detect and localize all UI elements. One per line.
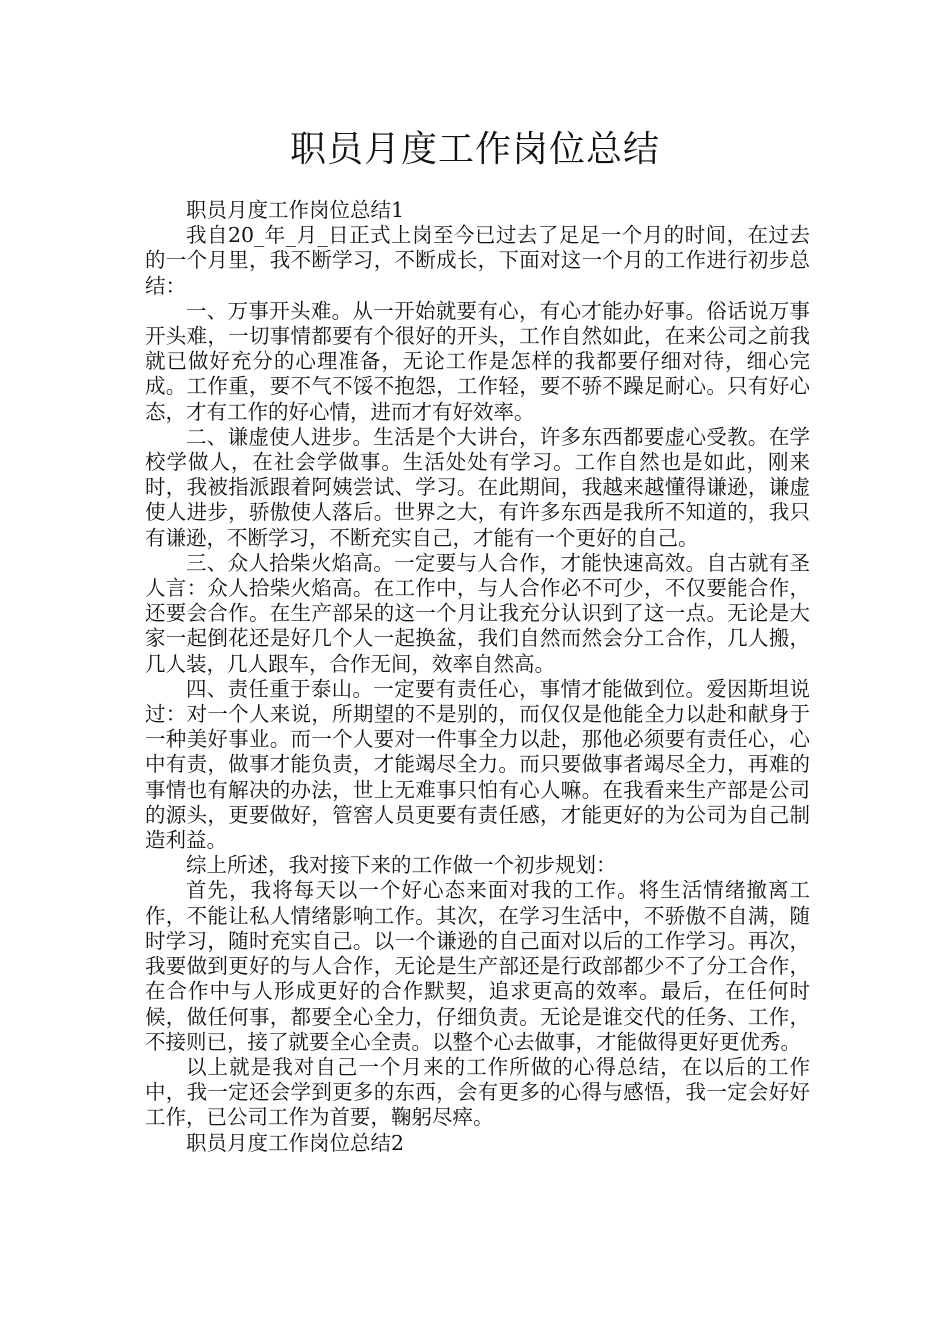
point-two-paragraph: 二、谦虚使人进步。生活是个大讲台，许多东西都要虚心受教。在学校学做人，在社会学做事。生活处处有学习。工作自然也是如此，刚来时，我被指派跟着阿姨尝试、学习。在此期间，我越来越懂得谦逊，谦虚使人进步，骄傲使人落后。世界之大，有许多东西是我所不知道的，我只有谦逊，不断学习，不断充实自己，才能有一个更好的自己。 [145,424,810,550]
section-heading-2: 职员月度工作岗位总结2 [186,1130,405,1155]
summary-lead-paragraph: 综上所述，我对接下来的工作做一个初步规划： [186,853,617,878]
point-four-paragraph: 四、责任重于泰山。一定要有责任心，事情才能做到位。爱因斯坦说过：对一个人来说，所期望的不是别的，而仅仅是他能全力以赴和献身于一种美好事业。而一个人要对一件事全力以赴，那他必须要有责任心，心中有责，做事才能负责，才能竭尽全力。而只要做事者竭尽全力，再难的事情也有解决的办法，世上无难事只怕有心人嘛。在我看来生产部是公司的源头，更要做好，管窖人员更要有责任感，才能更好的为公司为自己制造利益。 [145,676,810,853]
intro-paragraph: 我自20_年_月_日正式上岗至今已过去了足足一个月的时间，在过去的一个月里，我不断学习，不断成长，下面对这一个月的工作进行初步总结： [145,223,810,298]
point-one-paragraph: 一、万事开头难。从一开始就要有心，有心才能办好事。俗话说万事开头难，一切事情都要有个很好的开头，工作自然如此，在来公司之前我就已做好充分的心理准备，无论工作是怎样的我都要仔细对待，细心完成。工作重，要不气不馁不抱怨，工作轻，要不骄不躁足耐心。只有好心态，才有工作的好心情，进而才有好效率。 [145,298,810,424]
plan-paragraph: 首先，我将每天以一个好心态来面对我的工作。将生活情绪撤离工作，不能让私人情绪影响工作。其次，在学习生活中，不骄傲不自满，随时学习，随时充实自己。以一个谦逊的自己面对以后的工作学习。再次，我要做到更好的与人合作，无论是生产部还是行政部都少不了分工合作，在合作中与人形成更好的合作默契，追求更高的效率。最后，在任何时候，做任何事，都要全心全力，仔细负责。无论是谁交代的任务、工作，不接则已，接了就要全心全责。以整个心去做事，才能做得更好更优秀。 [145,878,810,1054]
point-three-paragraph: 三、众人拾柴火焰高。一定要与人合作，才能快速高效。自古就有圣人言：众人拾柴火焰高。在工作中，与人合作必不可少，不仅要能合作，还要会合作。在生产部呆的这一个月让我充分认识到了这一点。无论是大家一起倒花还是好几个人一起换盆，我们自然而然会分工合作，几人搬，几人装，几人跟车，合作无间，效率自然高。 [145,550,810,676]
document-title: 职员月度工作岗位总结 [289,129,660,170]
section-heading-1: 职员月度工作岗位总结1 [186,198,405,222]
closing-paragraph: 以上就是我对自己一个月来的工作所做的心得总结，在以后的工作中，我一定还会学到更多的东西，会有更多的心得与感悟，我一定会好好工作，已公司工作为首要，鞠躬尽瘁。 [145,1054,810,1130]
document-body [145,198,810,1156]
